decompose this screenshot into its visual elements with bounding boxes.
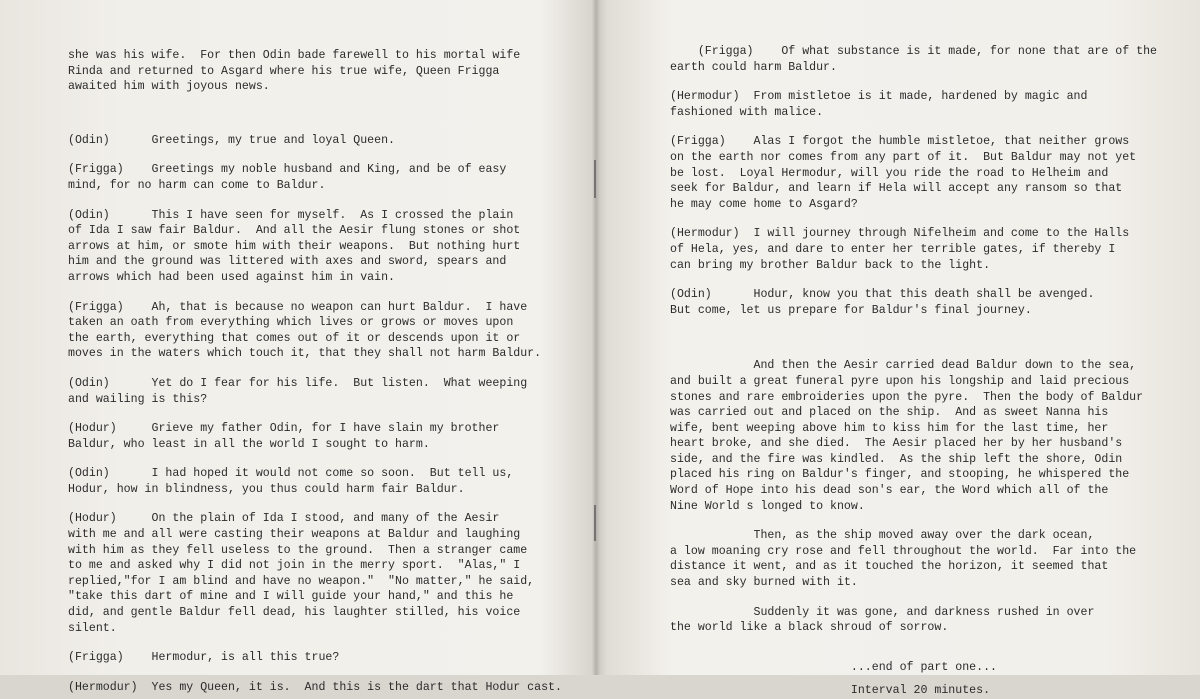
- text-line: be lost. Loyal Hermodur, will you ride the road to Helheim and: [670, 166, 1109, 180]
- left-paragraph-11: [68, 680, 596, 696]
- text-line: replied,"for I am blind and have no weapon." "No matter," he said,: [68, 574, 535, 588]
- right-narration-paragraph-3: [670, 605, 1200, 636]
- text-line: Baldur, who least in all the world I sought to harm.: [68, 437, 430, 451]
- end-of-part-label: ...end of part one...: [670, 660, 997, 674]
- text-line: (Hodur) On the plain of Ida I stood, and many of the Aesir: [68, 512, 500, 526]
- right-page: [600, 0, 1200, 698]
- right-dialogue-paragraph-2: [670, 89, 1200, 120]
- text-line: (Odin) I had hoped it would not come so soon. But tell us,: [68, 467, 514, 481]
- text-line: (Odin) Hodur, know you that this death shall be avenged.: [670, 288, 1095, 302]
- left-paragraph-3: [68, 162, 596, 193]
- text-line: stones and rare embroideries upon the pyre. Then the body of Baldur: [670, 390, 1144, 404]
- text-line: can bring my brother Baldur back to the light.: [670, 258, 991, 272]
- text-line: placed his ring on Baldur's finger, and stooping, he whispered the: [670, 468, 1130, 482]
- left-paragraph-6: [68, 376, 596, 407]
- right-narration-paragraph-2: [670, 528, 1200, 590]
- text-line: of Ida I saw fair Baldur. And all the Aesir flung stones or shot: [68, 224, 521, 238]
- left-paragraph-10: [68, 650, 596, 666]
- text-line: to me and asked why I did not join in the merry sport. "Alas," I: [68, 559, 521, 573]
- text-line: wife, bent weeping above him to kiss him for the last time, her: [670, 421, 1109, 435]
- text-line: the world like a black shroud of sorrow.: [670, 621, 949, 635]
- text-line: (Odin) This I have seen for myself. As I crossed the plain: [68, 208, 514, 222]
- left-paragraph-7: [68, 421, 596, 452]
- text-line: Hodur, how in blindness, you thus could harm fair Baldur.: [68, 482, 465, 496]
- text-line: mind, for no harm can come to Baldur.: [68, 178, 326, 192]
- text-line: (Odin) Greetings, my true and loyal Queen.: [68, 133, 395, 147]
- right-dialogue-paragraph-3: [670, 134, 1200, 212]
- text-line: seek for Baldur, and learn if Hela will accept any ransom so that: [670, 182, 1123, 196]
- text-line: arrows which had been used against him in vain.: [68, 270, 395, 284]
- text-line: Rinda and returned to Asgard where his true wife, Queen Frigga: [68, 64, 500, 78]
- text-line: Nine World s longed to know.: [670, 499, 865, 513]
- text-line: and built a great funeral pyre upon his longship and laid precious: [670, 374, 1130, 388]
- text-line: on the earth nor comes from any part of it. But Baldur may not yet: [670, 150, 1137, 164]
- text-line: side, and the fire was kindled. As the ship left the shore, Odin: [670, 452, 1123, 466]
- text-line: Then, as the ship moved away over the dark ocean,: [670, 529, 1095, 543]
- text-line: "take this dart of mine and I will guide your hand," and this he: [68, 590, 514, 604]
- left-paragraph-2: [68, 133, 596, 149]
- right-dialogue-paragraph-1: [670, 44, 1200, 75]
- left-paragraph-4: [68, 208, 596, 286]
- right-dialogue-paragraph-5: [670, 287, 1200, 318]
- text-line: was carried out and placed on the ship. And as sweet Nanna his: [670, 406, 1109, 420]
- left-paragraph-9: [68, 511, 596, 636]
- text-line: sea and sky burned with it.: [670, 576, 858, 590]
- text-line: moves in the waters which touch it, that they shall not harm Baldur.: [68, 347, 542, 361]
- text-line: awaited him with joyous news.: [68, 80, 270, 94]
- text-line: arrows at him, or smote him with their weapons. But nothing hurt: [68, 239, 521, 253]
- text-line: did, and gentle Baldur fell dead, his laughter stilled, his voice: [68, 606, 521, 620]
- text-line: a low moaning cry rose and fell throughout the world. Far into the: [670, 544, 1137, 558]
- text-line: him and the ground was littered with axes and sword, spears and: [68, 255, 507, 269]
- left-paragraph-1: [68, 48, 596, 95]
- text-line: (Frigga) Hermodur, is all this true?: [68, 651, 340, 665]
- text-line: she was his wife. For then Odin bade farewell to his mortal wife: [68, 49, 521, 62]
- left-paragraph-8: [68, 466, 596, 497]
- text-line: (Hermodur) I will journey through Nifelheim and come to the Halls: [670, 227, 1130, 241]
- text-line: (Hermodur) From mistletoe is it made, hardened by magic and: [670, 90, 1088, 104]
- text-line: and wailing is this?: [68, 392, 208, 406]
- text-line: with me and all were casting their weapons at Baldur and laughing: [68, 528, 521, 542]
- right-dialogue-paragraph-4: [670, 226, 1200, 273]
- text-line: Suddenly it was gone, and darkness rushed in over: [670, 605, 1095, 619]
- interval-label: Interval 20 minutes.: [670, 684, 991, 698]
- text-line: the earth, everything that comes out of it or descends upon it or: [68, 331, 521, 345]
- text-line: earth could harm Baldur.: [670, 60, 837, 74]
- text-line: Word of Hope into his dead son's ear, the Word which all of the: [670, 484, 1109, 498]
- text-line: (Hodur) Grieve my father Odin, for I have slain my brother: [68, 422, 500, 436]
- text-line: (Frigga) Of what substance is it made, for none that are of the: [670, 45, 1158, 58]
- text-line: of Hela, yes, and dare to enter her terrible gates, if thereby I: [670, 242, 1116, 256]
- text-line: (Frigga) Greetings my noble husband and King, and be of easy: [68, 163, 507, 177]
- text-line: with him as they fell useless to the ground. Then a stranger came: [68, 543, 528, 557]
- text-line: heart broke, and she died. The Aesir placed her by her husband's: [670, 437, 1123, 451]
- text-line: taken an oath from everything which lives or grows or moves upon: [68, 316, 514, 330]
- right-narration-paragraph-1: [670, 358, 1200, 514]
- text-line: (Frigga) Ah, that is because no weapon can hurt Baldur. I have: [68, 300, 528, 314]
- left-paragraph-5: [68, 300, 596, 362]
- text-line: (Odin) Yet do I fear for his life. But listen. What weeping: [68, 376, 528, 390]
- text-line: (Frigga) Alas I forgot the humble mistletoe, that neither grows: [670, 135, 1130, 149]
- text-line: silent.: [68, 621, 117, 635]
- text-line: But come, let us prepare for Baldur's final journey.: [670, 303, 1032, 317]
- text-line: he may come home to Asgard?: [670, 197, 858, 211]
- text-line: (Hermodur) Yes my Queen, it is. And this is the dart that Hodur cast.: [68, 680, 562, 694]
- left-page: [0, 0, 596, 694]
- section-gap: [670, 332, 1200, 358]
- text-line: And then the Aesir carried dead Baldur down to the sea,: [670, 359, 1137, 373]
- text-line: fashioned with malice.: [670, 105, 824, 119]
- text-line: distance it went, and as it touched the horizon, it seemed that: [670, 560, 1109, 574]
